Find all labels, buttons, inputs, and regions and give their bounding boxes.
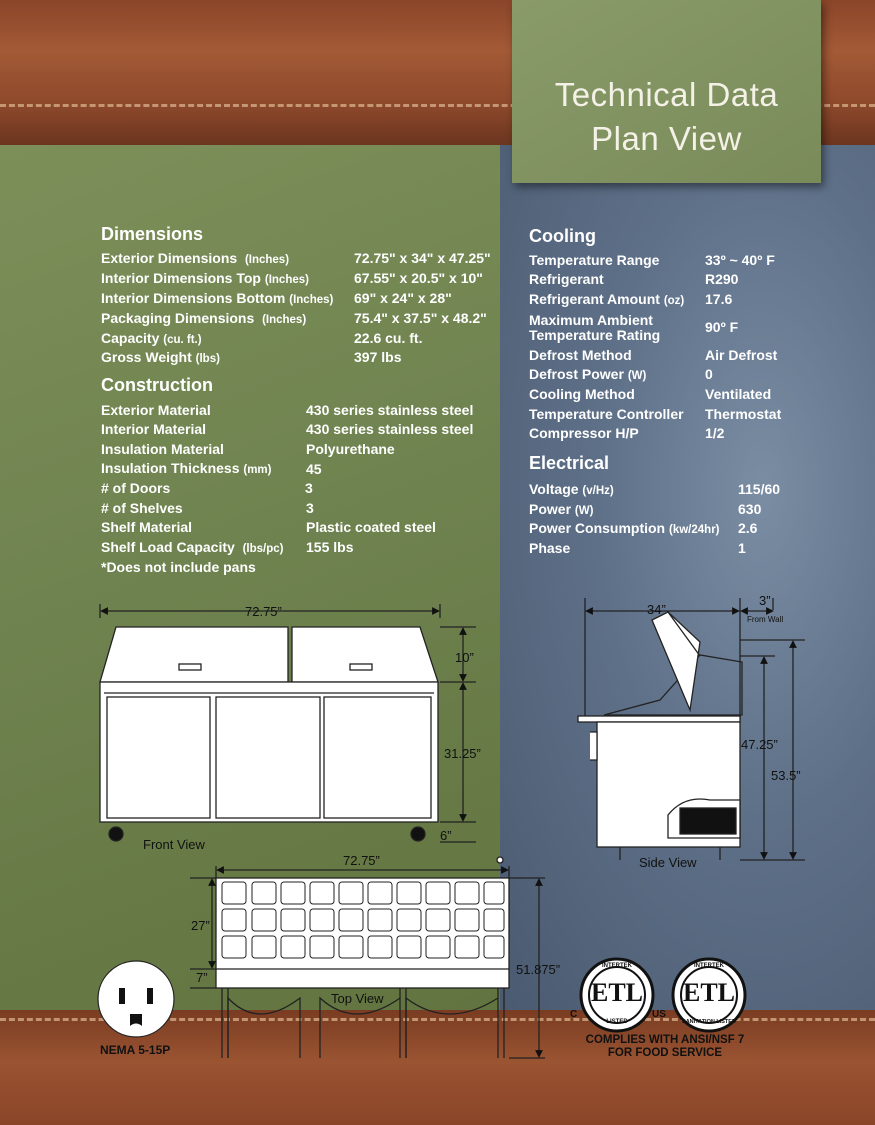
construction-note: *Does not include pans [101, 559, 256, 575]
side-depth-label: 34” [647, 602, 666, 617]
nema-plug-icon [98, 961, 174, 1037]
top-open-depth-label: 51.875” [516, 962, 561, 977]
cool-row-value: 33º ~ 40º F [705, 252, 775, 268]
cool-row-label: Defrost Method [529, 347, 632, 363]
con-row-value: 45 [306, 461, 322, 477]
etl-caption-line-1: COMPLIES WITH ANSI/NSF 7 [585, 1034, 745, 1046]
etl-us-mark: US [652, 1009, 666, 1020]
elec-row-value: 115/60 [738, 481, 781, 497]
top-front-label: 7” [196, 970, 208, 985]
dim-row-label: Interior Dimensions Bottom (Inches) [101, 290, 334, 306]
etl-bottom-1: LISTED [606, 1019, 628, 1025]
title-line-2: Plan View [591, 120, 742, 157]
dim-row-value: 72.75" x 34" x 47.25" [354, 250, 491, 266]
con-row-label: # of Doors [101, 480, 171, 496]
etl-caption-line-2: FOR FOOD SERVICE [607, 1047, 723, 1059]
cool-row-label: Temperature Range [529, 252, 660, 268]
dim-row-value: 69" x 24" x 28" [354, 290, 452, 306]
etl-bottom-2: SANITATION LISTED [682, 1019, 736, 1025]
cool-row-value: Ventilated [705, 386, 772, 402]
elec-row-label: Phase [529, 540, 571, 556]
side-clearance-note: From Wall [747, 615, 784, 624]
etl-caption [570, 1034, 760, 1060]
con-row-label: # of Shelves [101, 500, 183, 516]
cool-row-label: Refrigerant Amount (oz) [529, 291, 685, 307]
front-body-height-label: 31.25” [444, 746, 481, 761]
etl-c-mark: C [570, 1009, 578, 1020]
etl-top-1: INTERTEK [602, 963, 632, 969]
con-row-value: 3 [305, 480, 313, 496]
dim-row-label: Interior Dimensions Top (Inches) [101, 270, 309, 286]
etl-text-1: ETL [590, 978, 644, 1007]
etl-top-2: INTERTEK [694, 963, 724, 969]
elec-row-label: Power (W) [529, 501, 594, 517]
con-row-label: Exterior Material [101, 402, 211, 418]
con-row-value: Polyurethane [306, 441, 395, 457]
pan-grid [222, 882, 504, 958]
etl-text-2: ETL [682, 978, 736, 1007]
cool-row-value: 90º F [705, 319, 739, 335]
elec-row-label: Power Consumption (kw/24hr) [529, 520, 720, 536]
front-width-label: 72.75” [245, 604, 282, 619]
side-open-height-label: 53.5” [771, 768, 801, 783]
con-row-label: Insulation Material [101, 441, 224, 457]
top-depth-label: 27” [191, 918, 210, 933]
cool-row-value: 17.6 [705, 291, 733, 307]
dim-row-label: Exterior Dimensions (Inches) [101, 250, 290, 266]
elec-row-value: 2.6 [738, 520, 758, 536]
top-view-drawing [190, 857, 545, 1058]
dim-row-label: Gross Weight (lbs) [101, 349, 220, 365]
cool-row-value: Air Defrost [705, 347, 778, 363]
con-row-value: 155 lbs [306, 539, 354, 555]
con-row-value: 430 series stainless steel [306, 402, 474, 418]
con-row-value: 430 series stainless steel [306, 421, 474, 437]
construction-heading: Construction [101, 375, 213, 395]
dim-row-label: Packaging Dimensions (Inches) [101, 310, 307, 326]
side-clearance-label: 3” [759, 593, 771, 608]
dim-row-value: 397 lbs [354, 349, 402, 365]
nema-label: NEMA 5-15P [100, 1043, 171, 1057]
con-row-label: Shelf Material [101, 519, 193, 535]
cool-row-label: Maximum Ambient [529, 312, 653, 328]
cool-row-label: Cooling Method [529, 386, 635, 402]
front-lid-height-label: 10” [455, 650, 474, 665]
front-view-caption: Front View [143, 837, 205, 852]
cool-row-label: Refrigerant [529, 271, 604, 287]
con-row-label: Shelf Load Capacity (lbs/pc) [101, 539, 284, 555]
cool-row-value: 0 [705, 366, 713, 382]
elec-row-value: 1 [738, 540, 746, 556]
electrical-heading: Electrical [529, 453, 610, 473]
con-row-value: 3 [306, 500, 314, 516]
dim-row-value: 22.6 cu. ft. [354, 330, 423, 346]
cooling-heading: Cooling [529, 226, 596, 246]
cool-row-label: Defrost Power (W) [529, 366, 647, 382]
dim-row-value: 67.55" x 20.5" x 10" [354, 270, 483, 286]
dim-row-label: Capacity (cu. ft.) [101, 330, 202, 346]
side-view-drawing [578, 598, 805, 860]
con-row-value: Plastic coated steel [306, 519, 436, 535]
title-line-1: Technical Data [554, 76, 779, 113]
top-width-label: 72.75” [343, 853, 380, 868]
con-row-label: Interior Material [101, 421, 207, 437]
cool-row-label-2: Temperature Rating [529, 327, 661, 343]
cool-row-label: Compressor H/P [529, 425, 639, 441]
side-view-caption: Side View [639, 855, 697, 870]
cool-row-value: Thermostat [705, 406, 782, 422]
dim-row-value: 75.4" x 37.5" x 48.2" [354, 310, 487, 326]
top-view-caption: Top View [331, 991, 384, 1006]
con-row-label: Insulation Thickness (mm) [101, 460, 272, 476]
elec-row-label: Voltage (v/Hz) [529, 481, 614, 497]
cool-row-value: 1/2 [705, 425, 725, 441]
front-view-drawing [100, 604, 476, 842]
side-height-label: 47.25” [741, 737, 778, 752]
front-caster-label: 6” [440, 828, 452, 843]
cool-row-value: R290 [705, 271, 739, 287]
dimensions-heading: Dimensions [101, 224, 204, 244]
cool-row-label: Temperature Controller [529, 406, 684, 422]
elec-row-value: 630 [738, 501, 762, 517]
